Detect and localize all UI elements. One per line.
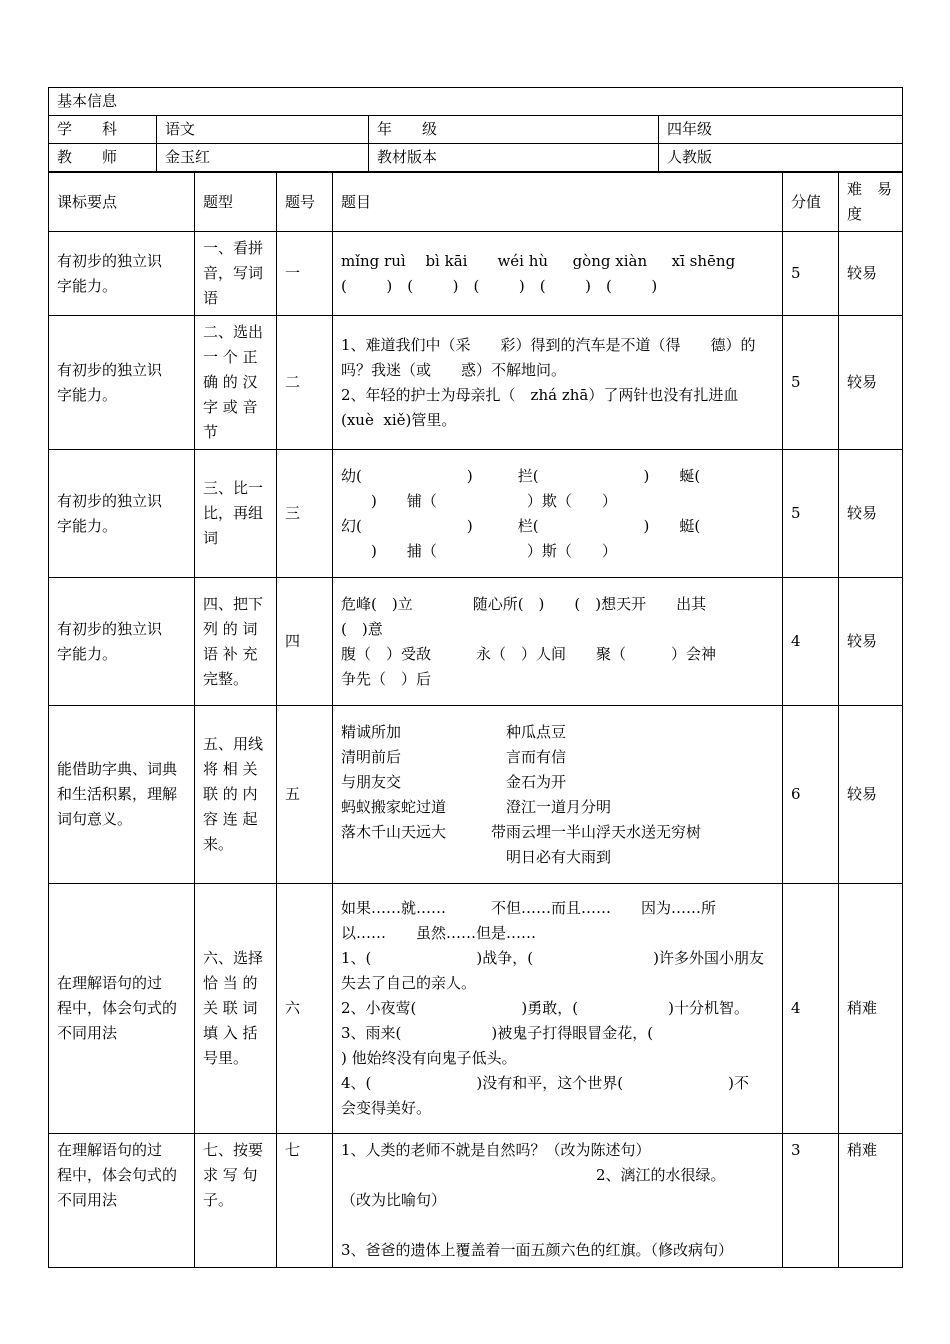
column-question: 题目 bbox=[333, 173, 783, 232]
standard-cell-line: 程中，体会句式的 bbox=[57, 999, 178, 1017]
standard-cell bbox=[49, 706, 195, 884]
question-type-cell-line: 填 入 括 bbox=[203, 1024, 258, 1042]
score-cell: 6 bbox=[783, 706, 839, 884]
score-cell: 4 bbox=[783, 578, 839, 706]
column-number: 题号 bbox=[277, 173, 333, 232]
question-type-cell-line: 号里。 bbox=[203, 1049, 249, 1067]
standard-cell-line: 有初步的独立识 bbox=[57, 619, 163, 638]
teacher-value: 金玉红 bbox=[157, 144, 369, 172]
question-content-cell bbox=[333, 706, 783, 884]
question-type-cell bbox=[195, 884, 277, 1134]
difficulty-cell: 稍难 bbox=[839, 1134, 903, 1268]
question-type-cell-line: 求 写 句 bbox=[203, 1166, 258, 1184]
question-number-cell: 六 bbox=[277, 884, 333, 1134]
question-content-cell bbox=[333, 578, 783, 706]
question-number-cell: 二 bbox=[277, 316, 333, 450]
column-difficulty-line1: 难 易 bbox=[847, 180, 893, 198]
standard-cell-line: 和生活积累，理解 bbox=[57, 785, 178, 803]
question-content-cell-line: 3、爸爸的遗体上覆盖着一面五颜六色的红旗。（修改病句） bbox=[341, 1241, 734, 1259]
question-type-cell-line: 音，写词 bbox=[203, 264, 264, 282]
edition-value: 人教版 bbox=[659, 144, 903, 172]
question-content-cell-line: 2、年轻的护士为母亲扎（ zhá zhā）了两针也没有扎进血 bbox=[341, 385, 739, 404]
question-type-cell-line: 六、选择 bbox=[203, 949, 264, 967]
question-content-cell-line: 以…… 虽然……但是…… bbox=[341, 924, 537, 942]
standard-cell-line: 字能力。 bbox=[57, 516, 118, 535]
score-cell: 5 bbox=[783, 450, 839, 578]
question-number-cell: 五 bbox=[277, 706, 333, 884]
standard-cell-line: 词句意义。 bbox=[57, 810, 133, 828]
standard-cell-line: 在理解语句的过 bbox=[57, 1141, 163, 1159]
question-number-cell: 一 bbox=[277, 232, 333, 316]
question-number-cell: 四 bbox=[277, 578, 333, 706]
question-type-cell-line: 四、把下 bbox=[203, 594, 264, 613]
question-content-cell-line: 吗？我迷（或 惑）不解地问。 bbox=[341, 360, 567, 379]
standard-cell-line: 不同用法 bbox=[57, 1024, 118, 1042]
question-type-cell bbox=[195, 316, 277, 450]
question-type-cell-line: 完整。 bbox=[203, 669, 249, 688]
standard-cell bbox=[49, 1134, 195, 1268]
question-content-cell bbox=[333, 450, 783, 578]
question-content-cell-line: ) 铺（ ）欺（ ） bbox=[341, 491, 617, 510]
question-type-cell-line: 二、选出 bbox=[203, 323, 264, 341]
standard-cell bbox=[49, 578, 195, 706]
question-type-cell-line: 七、按要 bbox=[203, 1141, 264, 1159]
difficulty-cell: 较易 bbox=[839, 316, 903, 450]
question-type-cell bbox=[195, 232, 277, 316]
question-content-cell-line: 与朋友交 金石为开 bbox=[341, 772, 567, 791]
question-content-cell-line: 4、( )没有和平，这个世界( )不 bbox=[341, 1074, 749, 1092]
column-difficulty bbox=[839, 173, 903, 232]
question-type-cell-line: 列 的 词 bbox=[203, 619, 258, 638]
standard-cell-line: 有初步的独立识 bbox=[57, 360, 163, 379]
question-row bbox=[49, 232, 903, 316]
score-cell: 5 bbox=[783, 232, 839, 316]
question-type-cell-line: 一 个 正 bbox=[203, 348, 258, 366]
standard-cell-line: 有初步的独立识 bbox=[57, 491, 163, 510]
question-content-cell-line: 蚂蚁搬家蛇过道 澄江一道月分明 bbox=[341, 797, 612, 816]
question-content-cell-line: 1、难道我们中（采 彩）得到的汽车是不道（得 德）的 bbox=[341, 335, 756, 354]
question-content-cell-line: 会变得美好。 bbox=[341, 1099, 432, 1117]
standard-cell bbox=[49, 884, 195, 1134]
question-rows bbox=[49, 232, 903, 1268]
question-content-cell-line: 失去了自己的亲人。 bbox=[341, 974, 477, 992]
question-content-cell-line bbox=[341, 1213, 774, 1238]
question-content-cell-line: ) 他始终没有向鬼子低头。 bbox=[341, 1049, 517, 1067]
standard-cell-line: 字能力。 bbox=[57, 385, 118, 404]
question-content-cell-line: 幼( ) 拦( ) 蜒( bbox=[341, 466, 701, 485]
question-number-cell: 七 bbox=[277, 1134, 333, 1268]
edition-label: 教材版本 bbox=[369, 144, 659, 172]
question-row bbox=[49, 884, 903, 1134]
question-number-cell: 三 bbox=[277, 450, 333, 578]
question-row bbox=[49, 1134, 903, 1268]
question-content-cell-line: 2、漓江的水很绿。 bbox=[341, 1166, 726, 1184]
question-content-cell-line: ( )意 bbox=[341, 619, 383, 638]
question-content-cell-line: 落木千山天远大 带雨云埋一半山浮天水送无穷树 bbox=[341, 822, 702, 841]
question-content-cell bbox=[333, 884, 783, 1134]
question-type-cell bbox=[195, 450, 277, 578]
question-content-cell-line: 腹（ ）受敌 永（ ）人间 聚（ ）会神 bbox=[341, 644, 717, 663]
difficulty-cell: 较易 bbox=[839, 232, 903, 316]
question-type-cell-line: 节 bbox=[203, 423, 219, 441]
column-standard: 课标要点 bbox=[49, 173, 195, 232]
score-cell: 5 bbox=[783, 316, 839, 450]
question-row bbox=[49, 578, 903, 706]
question-content-cell-line: 幻( ) 栏( ) 蜓( bbox=[341, 516, 701, 535]
question-type-cell-line: 词 bbox=[203, 529, 219, 547]
question-content-cell-line: 1、( )战争，( )许多外国小朋友 bbox=[341, 949, 764, 967]
difficulty-cell: 较易 bbox=[839, 578, 903, 706]
basic-info-table bbox=[48, 87, 903, 172]
question-type-cell bbox=[195, 1134, 277, 1268]
teacher-label: 教 师 bbox=[49, 144, 157, 172]
standard-cell-line: 在理解语句的过 bbox=[57, 974, 163, 992]
question-content-cell bbox=[333, 232, 783, 316]
question-type-cell-line: 语 bbox=[203, 289, 219, 307]
question-row bbox=[49, 316, 903, 450]
difficulty-cell: 较易 bbox=[839, 706, 903, 884]
standard-cell-line: 字能力。 bbox=[57, 644, 118, 663]
question-type-cell-line: 子。 bbox=[203, 1191, 234, 1209]
standard-cell-line: 能借助字典、词典 bbox=[57, 760, 178, 778]
question-content-cell-line: mǐng ruì bì kāi wéi hù gòng xiàn xī shēng bbox=[341, 251, 736, 270]
standard-cell-line: 字能力。 bbox=[57, 276, 118, 295]
question-content-cell-line: 危峰( )立 随心所( ) ( )想天开 出其 bbox=[341, 594, 707, 613]
column-type: 题型 bbox=[195, 173, 277, 232]
subject-label: 学 科 bbox=[49, 116, 157, 144]
standard-cell-line: 程中，体会句式的 bbox=[57, 1166, 178, 1184]
question-content-cell-line: 1、人类的老师不就是自然吗？（改为陈述句） bbox=[341, 1141, 651, 1159]
question-type-cell-line: 比，再组 bbox=[203, 504, 264, 522]
subject-value: 语文 bbox=[157, 116, 369, 144]
question-type-cell-line: 语 补 充 bbox=[203, 644, 258, 663]
question-type-cell-line: 确 的 汉 bbox=[203, 373, 258, 391]
question-row bbox=[49, 706, 903, 884]
grade-value: 四年级 bbox=[659, 116, 903, 144]
standard-cell bbox=[49, 232, 195, 316]
standard-cell-line: 不同用法 bbox=[57, 1191, 118, 1209]
score-cell: 4 bbox=[783, 884, 839, 1134]
column-difficulty-line2: 度 bbox=[847, 205, 863, 223]
question-content-cell bbox=[333, 1134, 783, 1268]
question-content-cell-line: 2、小夜莺( )勇敢，( )十分机智。 bbox=[341, 999, 749, 1017]
score-cell: 3 bbox=[783, 1134, 839, 1268]
question-type-cell-line: 将 相 关 bbox=[203, 760, 258, 778]
column-score: 分值 bbox=[783, 173, 839, 232]
difficulty-cell: 稍难 bbox=[839, 884, 903, 1134]
question-content-cell-line: ( ) ( ) ( ) ( ) ( ) bbox=[341, 276, 658, 295]
question-type-cell-line: 联 的 内 bbox=[203, 785, 258, 803]
question-type-cell bbox=[195, 706, 277, 884]
question-type-cell-line: 来。 bbox=[203, 835, 234, 853]
question-content-cell-line: 如果……就…… 不但……而且…… 因为……所 bbox=[341, 899, 717, 917]
standard-cell-line: 有初步的独立识 bbox=[57, 251, 163, 270]
question-row bbox=[49, 450, 903, 578]
question-type-cell bbox=[195, 578, 277, 706]
question-content-cell-line: 3、雨来( )被鬼子打得眼冒金花，( bbox=[341, 1024, 654, 1042]
question-type-cell-line: 容 连 起 bbox=[203, 810, 258, 828]
grade-label: 年 级 bbox=[369, 116, 659, 144]
question-content-cell-line: 清明前后 言而有信 bbox=[341, 747, 567, 766]
question-content-cell-line: （改为比喻句） bbox=[341, 1191, 447, 1209]
question-content-cell-line: 争先（ ）后 bbox=[341, 669, 432, 688]
difficulty-cell: 较易 bbox=[839, 450, 903, 578]
standard-cell bbox=[49, 316, 195, 450]
question-content-cell-line: ) 捕（ ）斯（ ） bbox=[341, 541, 617, 560]
column-header-row bbox=[49, 173, 903, 232]
question-type-cell-line: 字 或 音 bbox=[203, 398, 258, 416]
question-type-cell-line: 一、看拼 bbox=[203, 239, 264, 257]
question-type-cell-line: 三、比一 bbox=[203, 479, 264, 497]
question-table bbox=[48, 172, 903, 1268]
question-content-cell-line: 精诚所加 种瓜点豆 bbox=[341, 722, 567, 741]
question-type-cell-line: 关 联 词 bbox=[203, 999, 258, 1017]
question-content-cell-line: (xuè xiě)管里。 bbox=[341, 410, 457, 429]
question-content-cell bbox=[333, 316, 783, 450]
standard-cell bbox=[49, 450, 195, 578]
question-type-cell-line: 五、用线 bbox=[203, 735, 264, 753]
question-type-cell-line: 恰 当 的 bbox=[203, 974, 258, 992]
basic-info-header: 基本信息 bbox=[49, 88, 903, 116]
question-content-cell-line: 明日必有大雨到 bbox=[341, 847, 612, 866]
